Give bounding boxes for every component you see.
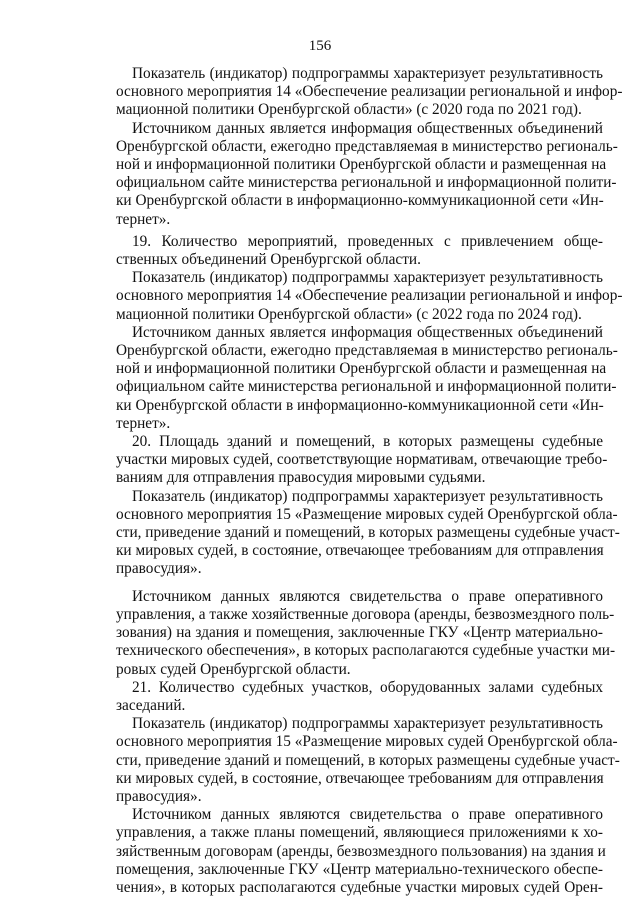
text-line: заседаний. (116, 696, 186, 714)
text-line: Оренбургской области, ежегодно представляемая в министерство региональ- (116, 342, 618, 360)
text-line: правосудия». (116, 560, 202, 578)
text-line: технического обеспечения», в которых располагаются судебные участки ми- (116, 642, 616, 660)
text-line: сти, приведение зданий и помещений, в которых размещены судебные участ- (116, 524, 620, 542)
text-line: Показатель (индикатор) подпрограммы характеризует результативность (132, 487, 603, 505)
text-line: ки Оренбургской области в информационно-коммуникационной сети «Ин- (116, 396, 604, 414)
text-line: мационной политики Оренбургской области» (с 2022 года по 2024 год). (116, 305, 582, 323)
paragraph (116, 269, 623, 324)
text-line: Источником данных является информация общественных объединений (132, 119, 603, 137)
page-number: 156 (308, 38, 332, 54)
text-line: тернет». (116, 414, 171, 432)
text-line: 20. Площадь зданий и помещений, в которых размещены судебные (132, 433, 603, 451)
text-line: официальном сайте министерства региональной и информационной полити- (116, 174, 617, 192)
text-line: ки мировых судей, в состояние, отвечающее требованиям для отправления (116, 769, 604, 787)
paragraph (116, 119, 618, 229)
text-line: чения», в которых располагаются судебные участки мировых судей Орен- (116, 878, 603, 896)
text-line: 21. Количество судебных участков, оборудованных залами судебных (132, 678, 603, 696)
text-line: правосудия». (116, 787, 202, 805)
text-line: Источником данных являются свидетельства о праве оперативного (132, 806, 603, 824)
text-line: тернет». (116, 210, 171, 228)
paragraph (116, 487, 620, 579)
text-line: мационной политики Оренбургской области» (с 2020 года по 2021 год). (116, 101, 582, 119)
text-line: ной и информационной политики Оренбургской области и размещенная на (116, 360, 607, 378)
text-line: 19. Количество мероприятий, проведенных с привлечением обще- (132, 232, 603, 250)
text-line: основного мероприятия 14 «Обеспечение реализации региональной и инфор- (116, 83, 623, 101)
text-line: сти, приведение зданий и помещений, в которых размещены судебные участ- (116, 751, 620, 769)
paragraph (116, 679, 603, 715)
text-line: Оренбургской области, ежегодно представляемая в министерство региональ- (116, 137, 618, 155)
paragraph (116, 433, 608, 488)
text-line: основного мероприятия 15 «Размещение мировых судей Оренбургской обла- (116, 505, 618, 523)
text-line: Показатель (индикатор) подпрограммы характеризует результативность (132, 715, 603, 733)
text-line: Источником данных являются свидетельства о праве оперативного (132, 587, 603, 605)
text-line: участки мировых судей, соответствующие нормативам, отвечающие требо- (116, 451, 608, 469)
paragraph (116, 233, 603, 269)
text-line: управления, а также планы помещений, являющиеся приложениями к хо- (116, 824, 603, 842)
paragraph (116, 715, 620, 806)
text-line: ваниям для отправления правосудия мировыми судьями. (116, 469, 486, 487)
text-line: управления, а также хозяйственные договора (аренды, безвозмездного поль- (116, 605, 615, 623)
text-line: Показатель (индикатор) подпрограммы характеризует результативность (132, 269, 603, 287)
paragraph (116, 587, 616, 679)
text-line: ки мировых судей, в состояние, отвечающее требованиям для отправления (116, 542, 604, 560)
paragraph (116, 806, 606, 897)
text-line: Источником данных является информация общественных объединений (132, 323, 603, 341)
text-line: ки Оренбургской области в информационно-коммуникационной сети «Ин- (116, 192, 604, 210)
text-line: официальном сайте министерства региональной и информационной полити- (116, 378, 617, 396)
text-line: ной и информационной политики Оренбургской области и размещенная на (116, 156, 607, 174)
text-line: зяйственным договорам (аренды, безвозмездного пользования) на здания и (116, 842, 606, 860)
text-line: зования) на здания и помещения, заключенные ГКУ «Центр материально- (116, 624, 603, 642)
paragraph (116, 323, 618, 433)
text-line: помещения, заключенные ГКУ «Центр материально-технического обеспе- (116, 860, 603, 878)
text-line: основного мероприятия 15 «Размещение мировых судей Оренбургской обла- (116, 733, 618, 751)
text-line: Показатель (индикатор) подпрограммы характеризует результативность (132, 65, 603, 82)
paragraph (116, 65, 623, 120)
text-line: ственных объединений Оренбургской области. (116, 251, 421, 269)
document-body (116, 65, 623, 897)
text-line: основного мероприятия 14 «Обеспечение реализации региональной и инфор- (116, 287, 623, 305)
text-line: ровых судей Оренбургской области. (116, 660, 351, 678)
